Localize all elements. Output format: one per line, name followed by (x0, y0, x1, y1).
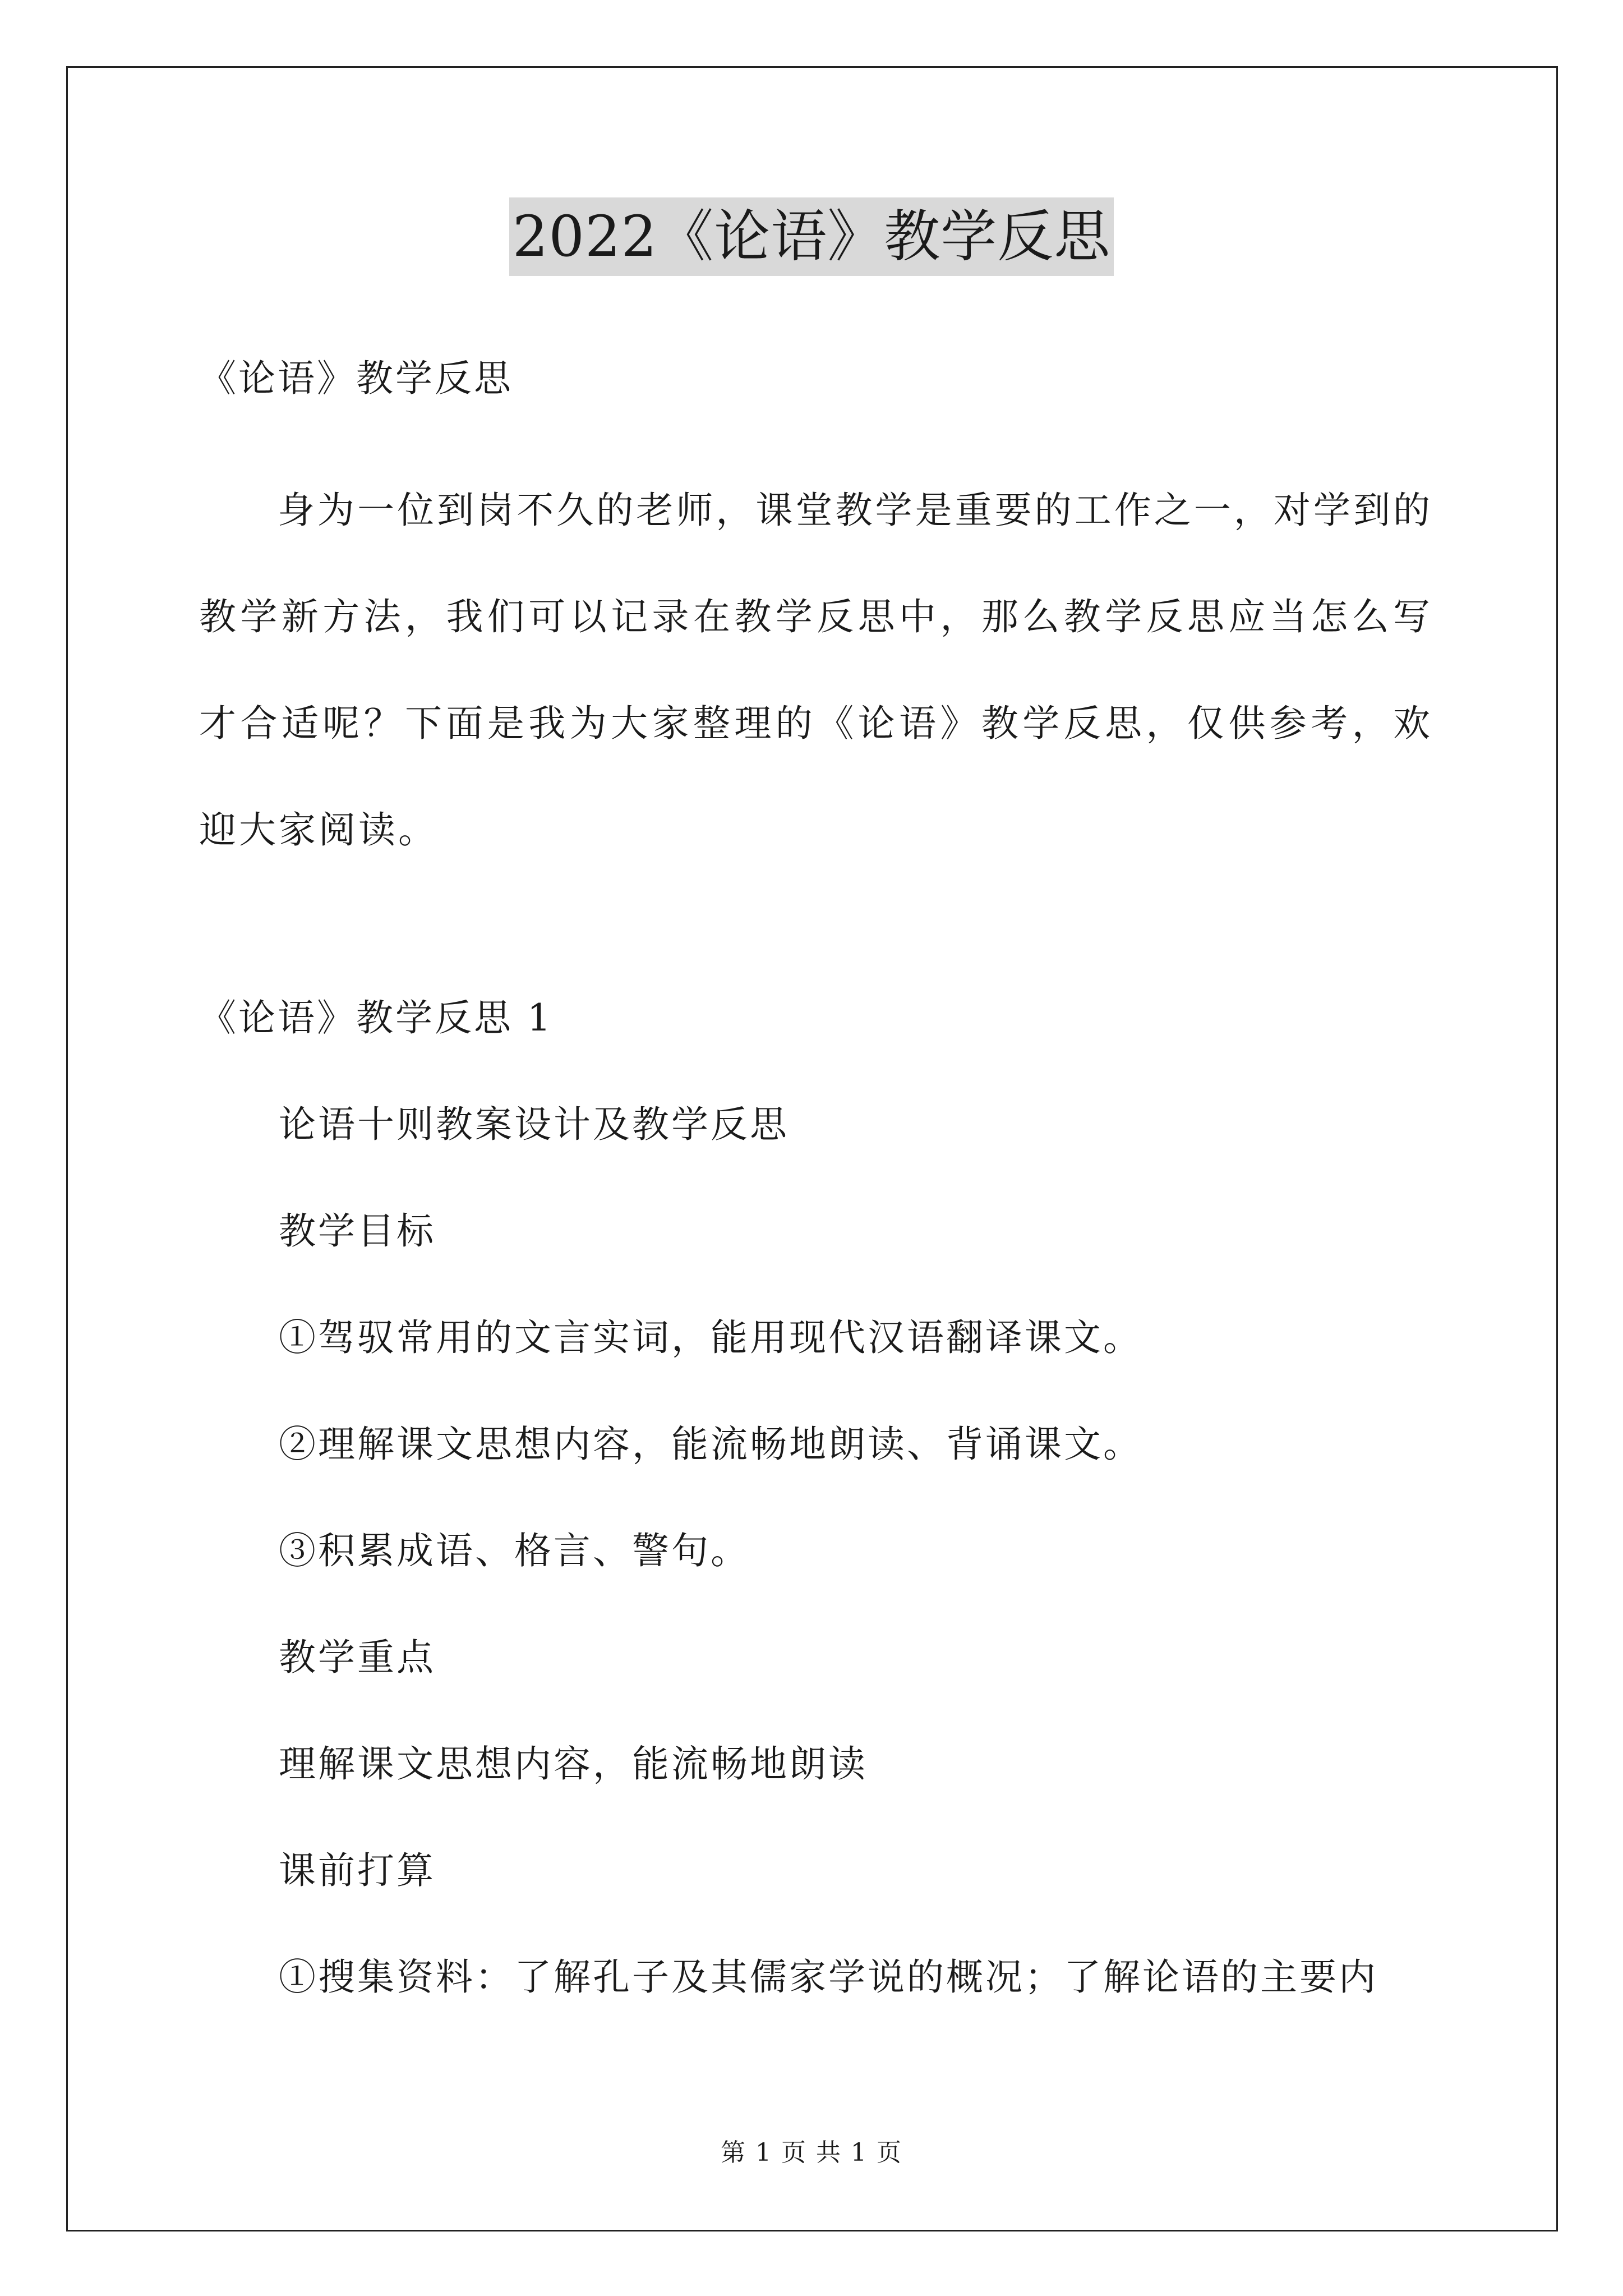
body-line: 教学目标 (279, 1209, 436, 1253)
body-line: 理解课文思想内容，能流畅地朗读 (279, 1742, 868, 1786)
document-title: 2022《论语》教学反思 (509, 197, 1114, 276)
body-line: ②理解课文思想内容，能流畅地朗读、背诵课文。 (279, 1423, 1142, 1466)
body-line: ①搜集资料：了解孔子及其儒家学说的概况；了解论语的主要内 (279, 1955, 1378, 1999)
body-line: 教学重点 (279, 1636, 436, 1679)
intro-paragraph: 身为一位到岗不久的老师，课堂教学是重要的工作之一，对学到的教学新方法，我们可以记录在教学反思中，那么教学反思应当怎么写才合适呢？下面是我为大家整理的《论语》教学反思，仅供参考，欢迎大家阅读。 (199, 489, 1433, 852)
page-footer: 第 1 页 共 1 页 (721, 2138, 902, 2167)
subtitle: 《论语》教学反思 (199, 357, 513, 400)
body-line: ③积累成语、格言、警句。 (279, 1529, 750, 1572)
body-line: ①驾驭常用的文言实词，能用现代汉语翻译课文。 (279, 1316, 1142, 1359)
section-heading: 《论语》教学反思 1 (199, 996, 553, 1039)
body-line: 课前打算 (279, 1849, 436, 1892)
body-line: 论语十则教案设计及教学反思 (279, 1103, 789, 1146)
title-container (0, 197, 1623, 276)
